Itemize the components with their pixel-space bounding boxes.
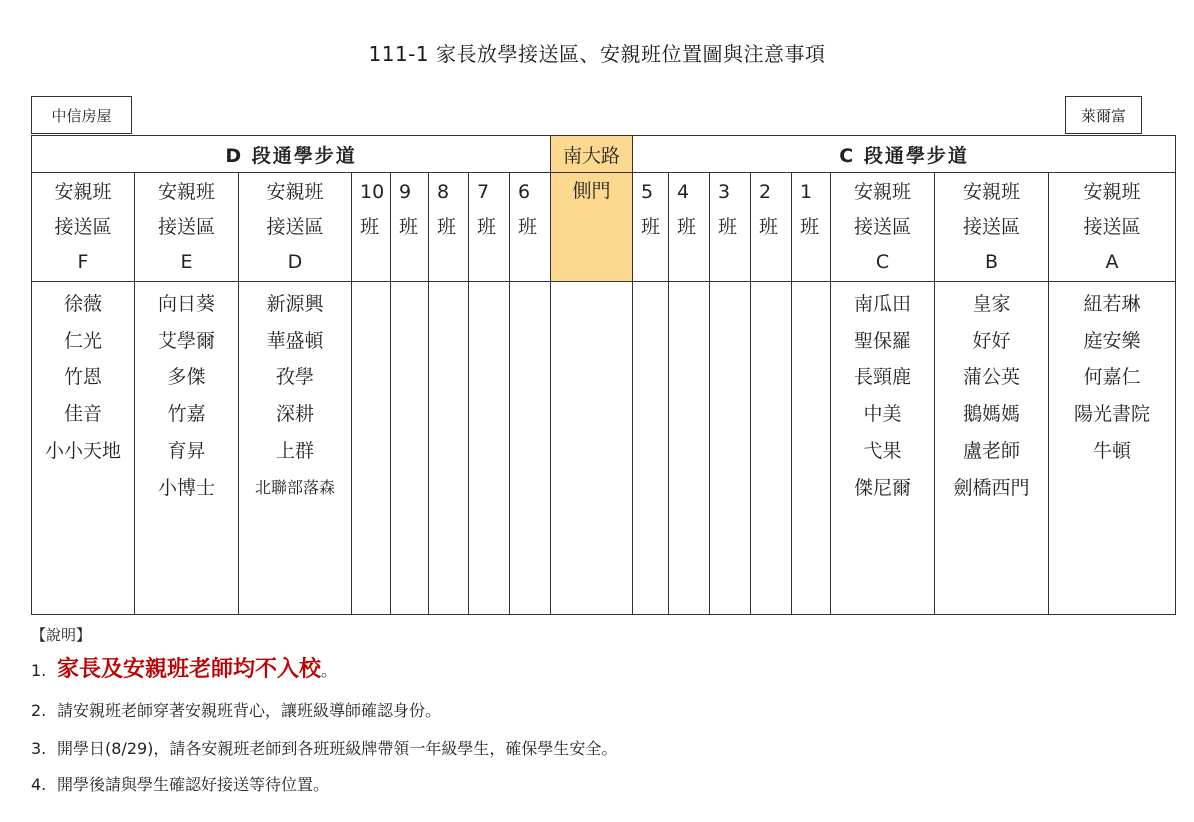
list-item: 上群 [275,439,314,462]
class-word: 班 [641,216,661,238]
notes-section [31,624,618,794]
zone-word2: 接送區 [1083,216,1141,238]
class-word: 班 [437,216,457,238]
note-text-emphasis: 家長及安親班老師均不入校 [57,657,322,682]
zone-f-list [32,282,135,615]
pickup-map-table [31,135,1176,615]
class-word: 班 [800,216,820,238]
section-c-heading: C 段通學步道 [633,136,1176,173]
class-cell-5 [633,282,669,615]
class-header-7 [469,173,510,282]
list-item: 新源興 [266,293,324,315]
list-item: 育昇 [167,439,206,462]
zone-letter: D [287,251,303,273]
list-item: 孜學 [275,366,314,389]
list-item: 佳音 [63,403,102,426]
notes-header: 【說明】 [31,626,92,644]
list-item: 竹嘉 [167,403,206,426]
zone-word2: 接送區 [157,216,215,238]
zone-word2: 接送區 [54,216,112,238]
zone-a-list [1049,282,1176,615]
class-cell-10 [352,282,391,615]
list-item: 皇家 [972,293,1011,315]
class-word: 班 [360,216,380,238]
class-cell-1 [792,282,831,615]
zone-header-d [239,173,352,282]
zone-letter: B [984,251,999,273]
note-text: 開學後請與學生確認好接送等待位置。 [57,775,330,794]
class-number: 6 [518,181,531,203]
list-item: 庭安樂 [1083,329,1141,352]
note-item [31,698,441,721]
class-cell-4 [669,282,710,615]
list-item: 蒲公英 [963,366,1021,389]
note-tail: 。 [321,661,338,680]
list-item: 牛頓 [1093,439,1132,462]
zone-word2: 接送區 [854,216,912,238]
class-word: 班 [518,216,538,238]
list-item: 深耕 [275,403,314,426]
list-item: 仁光 [63,329,102,352]
zone-header-a [1049,173,1176,282]
zone-header-c [831,173,935,282]
list-item: 中美 [863,403,902,426]
class-header-1 [792,173,831,282]
landmark-left: 中信房屋 [31,96,132,134]
class-header-6 [510,173,551,282]
section-d-heading: D 段通學步道 [32,136,551,173]
zone-c-list [831,282,935,615]
class-number: 8 [437,181,450,203]
note-number: 1. [31,661,47,680]
zone-word1: 安親班 [854,181,912,203]
class-header-4 [669,173,710,282]
list-item: 多傑 [167,366,206,389]
list-item: 徐薇 [63,293,102,315]
list-item: 艾學爾 [157,329,215,352]
zone-letter: E [180,251,193,273]
zone-letter: A [1105,251,1119,273]
class-cell-3 [710,282,751,615]
class-word: 班 [759,216,779,238]
zone-word1: 安親班 [1083,181,1141,203]
list-item: 鵝媽媽 [963,403,1021,426]
list-item: 南瓜田 [854,293,912,315]
zone-d-list [239,282,352,615]
zone-letter: C [875,251,890,273]
note-text: 請安親班老師穿著安親班背心，讓班級導師確認身份。 [57,701,442,720]
zone-word1: 安親班 [963,181,1021,203]
class-number: 4 [677,181,690,203]
class-header-3 [710,173,751,282]
class-number: 7 [477,181,490,203]
class-number: 9 [399,181,412,203]
zone-word1: 安親班 [157,181,215,203]
class-word: 班 [718,216,738,238]
list-item: 盧老師 [963,439,1021,462]
note-number: 4. [31,775,47,794]
zone-e-list [135,282,239,615]
note-number: 3. [31,739,47,758]
class-word: 班 [677,216,697,238]
list-item: 陽光書院 [1074,403,1151,426]
list-item: 劍橋西門 [953,476,1030,499]
zone-word2: 接送區 [963,216,1021,238]
note-item [31,652,337,683]
list-item: 聖保羅 [854,329,912,352]
zone-word2: 接送區 [266,216,324,238]
class-cell-8 [429,282,469,615]
note-number: 2. [31,701,47,720]
gate-label-bottom: 側門 [551,173,633,282]
list-item: 傑尼爾 [854,476,912,499]
list-item: 弋果 [863,439,902,462]
class-word: 班 [477,216,497,238]
landmark-right: 萊爾富 [1065,96,1142,134]
class-cell-9 [391,282,429,615]
zone-word1: 安親班 [54,181,112,203]
note-item [31,772,329,795]
list-item: 小小天地 [44,439,121,462]
class-cell-6 [510,282,551,615]
list-item: 向日葵 [157,293,215,315]
zone-header-b [935,173,1049,282]
class-number: 10 [360,181,385,203]
gate-cell [551,282,633,615]
zone-b-list [935,282,1049,615]
list-item: 華盛頓 [266,329,324,352]
note-text: 開學日(8/29)，請各安親班老師到各班班級牌帶領一年級學生，確保學生安全。 [57,739,618,758]
class-cell-2 [751,282,792,615]
list-item: 竹恩 [63,366,102,389]
class-cell-7 [469,282,510,615]
note-item [31,736,617,759]
list-item: 何嘉仁 [1083,366,1141,389]
class-number: 1 [800,181,813,203]
class-header-9 [391,173,429,282]
class-number: 5 [641,181,654,203]
gate-label-top: 南大路 [551,136,633,173]
list-item: 紐若琳 [1083,293,1141,315]
zone-header-f [32,173,135,282]
list-item: 小博士 [157,476,215,499]
list-item: 北聯部落森 [254,477,335,497]
class-header-2 [751,173,792,282]
class-number: 2 [759,181,772,203]
list-item: 長頸鹿 [854,366,912,389]
list-item: 好好 [972,329,1011,352]
class-number: 3 [718,181,731,203]
class-header-8 [429,173,469,282]
class-word: 班 [399,216,419,238]
zone-letter: F [77,251,89,273]
zone-header-e [135,173,239,282]
class-header-5 [633,173,669,282]
zone-word1: 安親班 [266,181,324,203]
page-title: 111-1 家長放學接送區、安親班位置圖與注意事項 [368,42,826,66]
class-header-10 [352,173,391,282]
